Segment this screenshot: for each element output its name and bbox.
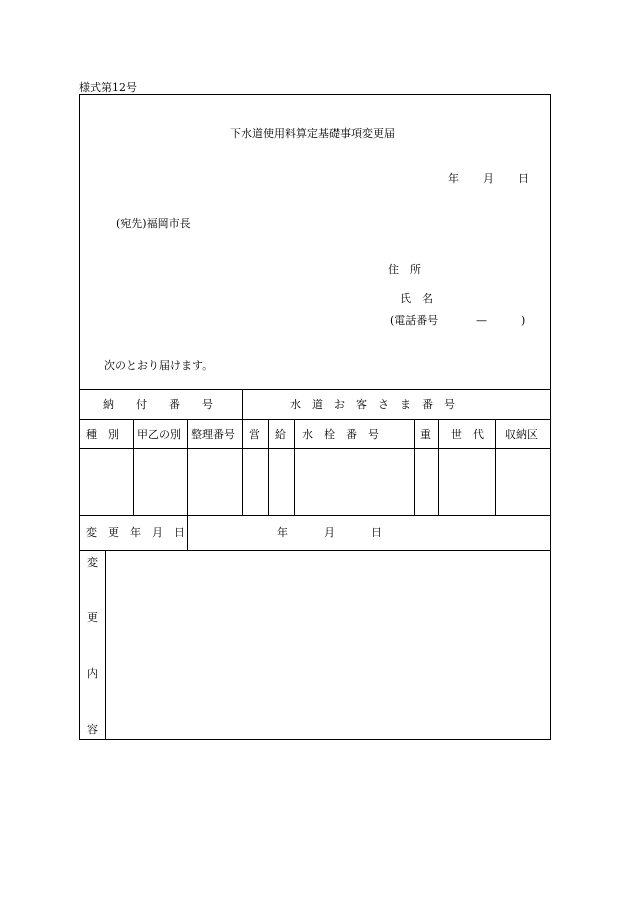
col-divider-5: [294, 419, 295, 515]
address-label: 住 所: [388, 263, 421, 276]
phone-close: ): [521, 314, 526, 327]
col-divider-7: [438, 419, 439, 515]
col-divider-6: [414, 419, 415, 515]
name-label: 氏 名: [400, 292, 433, 305]
change-content-label-1: 変: [87, 556, 98, 569]
col-divider-3: [242, 419, 243, 515]
phone-label: (電話番号: [390, 314, 439, 327]
col-kou-otsu: 甲乙の別: [137, 428, 181, 441]
form-number: 様式第12号: [79, 81, 137, 94]
column-header-divider: [79, 448, 551, 449]
col-tap-number: 水 栓 番 号: [302, 428, 379, 441]
change-date-label: 変 更 年 月 日: [86, 526, 185, 539]
col-type: 種 別: [86, 428, 119, 441]
payer-customer-divider: [242, 389, 243, 419]
change-date-day: 日: [371, 526, 382, 539]
form-title: 下水道使用料算定基礎事項変更届: [230, 127, 395, 140]
col-district: 収納区: [505, 428, 538, 441]
col-divider-4: [268, 419, 269, 515]
change-date-month: 月: [324, 526, 335, 539]
data-row-bottom-line: [79, 515, 551, 516]
date-day-label: 日: [518, 172, 529, 185]
change-date-bottom-line: [79, 550, 551, 551]
change-content-divider: [105, 550, 106, 740]
form-frame: [79, 94, 551, 740]
change-content-label-3: 内: [87, 667, 98, 680]
col-divider-2: [187, 419, 188, 550]
addressee: (宛先)福岡市長: [116, 217, 191, 230]
col-divider-8: [495, 419, 496, 515]
col-kyu: 給: [275, 428, 286, 441]
customer-number-header: 水 道 お 客 さ ま 番 号: [290, 398, 455, 411]
phone-dash: —: [476, 314, 487, 327]
change-content-label-4: 容: [87, 723, 98, 736]
col-divider-1: [133, 419, 134, 515]
payer-number-header: 納 付 番 号: [103, 398, 213, 411]
date-year-label: 年: [448, 172, 459, 185]
date-month-label: 月: [483, 172, 494, 185]
col-ei: 営: [249, 428, 260, 441]
change-content-label-2: 更: [87, 611, 98, 624]
col-ju: 重: [420, 428, 431, 441]
change-date-year: 年: [277, 526, 288, 539]
col-seiri-number: 整理番号: [191, 428, 235, 441]
table-top-line: [79, 389, 551, 390]
header-row-divider: [79, 419, 551, 420]
intro-text: 次のとおり届けます。: [104, 359, 214, 372]
col-household: 世 代: [451, 428, 484, 441]
